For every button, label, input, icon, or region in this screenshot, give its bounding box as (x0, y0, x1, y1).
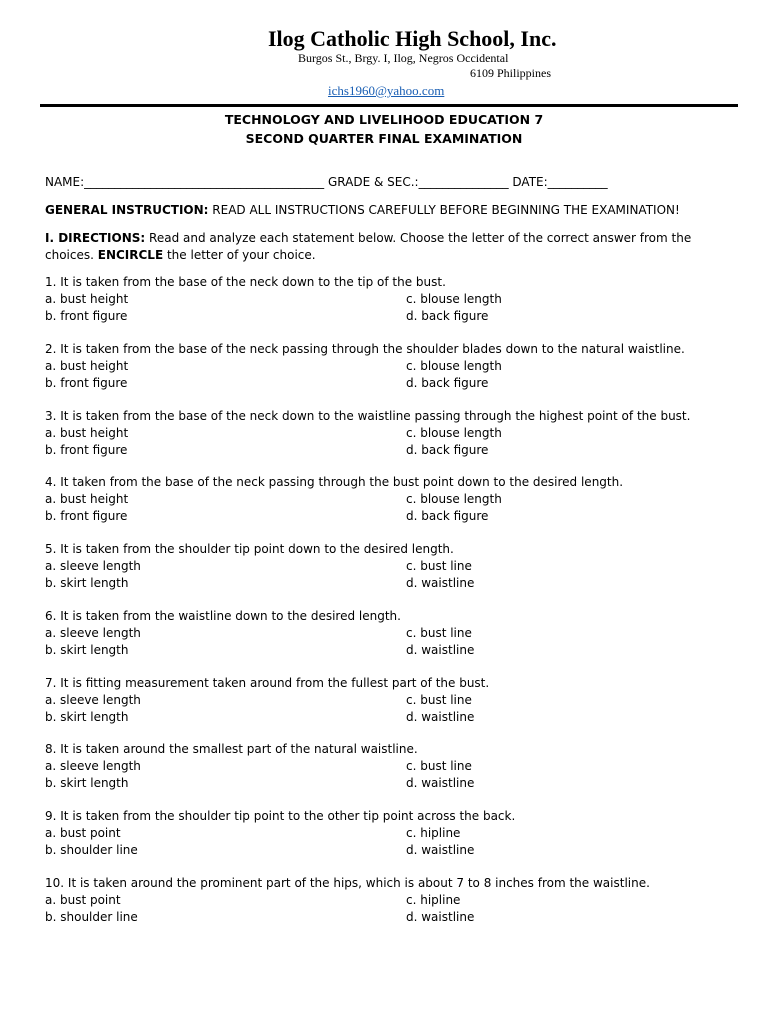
choice-a[interactable]: a. sleeve length (45, 693, 141, 707)
directions (45, 230, 725, 264)
choice-b[interactable]: b. skirt length (45, 710, 129, 724)
header-divider (40, 104, 738, 107)
choice-b[interactable]: b. front figure (45, 309, 128, 323)
choice-a[interactable]: a. bust point (45, 893, 121, 907)
choice-b[interactable]: b. front figure (45, 509, 128, 523)
choice-a[interactable]: a. bust height (45, 292, 129, 306)
question-stem: 6. It is taken from the waistline down to the desired length. (45, 609, 401, 623)
choice-d[interactable]: d. waistline (406, 776, 475, 790)
choice-d[interactable]: d. back figure (406, 309, 489, 323)
choice-d[interactable]: d. back figure (406, 509, 489, 523)
choice-a[interactable]: a. sleeve length (45, 559, 141, 573)
choice-c[interactable]: c. blouse length (406, 292, 502, 306)
question-stem: 5. It is taken from the shoulder tip point down to the desired length. (45, 542, 454, 556)
choice-b[interactable]: b. shoulder line (45, 910, 138, 924)
choice-b[interactable]: b. skirt length (45, 576, 129, 590)
address-line-1: Burgos St., Brgy. I, Ilog, Negros Occidental (298, 51, 509, 65)
question-stem: 7. It is fitting measurement taken around from the fullest part of the bust. (45, 676, 490, 690)
choice-d[interactable]: d. waistline (406, 643, 475, 657)
exam-quarter-title: SECOND QUARTER FINAL EXAMINATION (245, 131, 523, 146)
question-stem: 8. It is taken around the smallest part of the natural waistline. (45, 742, 418, 756)
general-instruction-text: READ ALL INSTRUCTIONS CAREFULLY BEFORE BEGINNING THE EXAMINATION! (208, 203, 680, 217)
choice-d[interactable]: d. waistline (406, 576, 475, 590)
question-stem: 10. It is taken around the prominent part of the hips, which is about 7 to 8 inches from the waistline. (45, 876, 650, 890)
question-stem: 2. It is taken from the base of the neck passing through the shoulder blades down to the natural waistline. (45, 342, 685, 356)
choice-c[interactable]: c. blouse length (406, 426, 502, 440)
directions-emphasis: ENCIRCLE (97, 248, 164, 262)
general-instruction-label: GENERAL INSTRUCTION: (45, 203, 209, 217)
choice-b[interactable]: b. front figure (45, 443, 128, 457)
email-link[interactable]: ichs1960@yahoo.com (328, 83, 445, 98)
choice-c[interactable]: c. bust line (406, 693, 472, 707)
address-line-2: 6109 Philippines (470, 66, 552, 80)
question-stem: 9. It is taken from the shoulder tip point to the other tip point across the back. (45, 809, 516, 823)
choice-c[interactable]: c. bust line (406, 626, 472, 640)
choice-d[interactable]: d. back figure (406, 376, 489, 390)
student-info-line: NAME:________________________________________ GRADE & SEC.:_______________ DATE:__________ (45, 175, 608, 189)
choice-a[interactable]: a. bust height (45, 492, 129, 506)
choice-a[interactable]: a. bust point (45, 826, 121, 840)
school-name: Ilog Catholic High School, Inc. (268, 26, 557, 51)
choice-a[interactable]: a. sleeve length (45, 759, 141, 773)
choice-c[interactable]: c. hipline (406, 826, 461, 840)
directions-label: I. DIRECTIONS: (45, 231, 146, 245)
question-stem: 4. It taken from the base of the neck passing through the bust point down to the desired length. (45, 475, 624, 489)
choice-d[interactable]: d. waistline (406, 910, 475, 924)
choice-d[interactable]: d. waistline (406, 710, 475, 724)
question-stem: 1. It is taken from the base of the neck down to the tip of the bust. (45, 275, 446, 289)
choice-c[interactable]: c. hipline (406, 893, 461, 907)
general-instruction (45, 203, 680, 217)
choice-b[interactable]: b. skirt length (45, 643, 129, 657)
choice-c[interactable]: c. bust line (406, 559, 472, 573)
choice-b[interactable]: b. front figure (45, 376, 128, 390)
choice-d[interactable]: d. waistline (406, 843, 475, 857)
directions-text-1: Read and analyze each statement below. Choose the letter of the correct answer from the choices. (45, 231, 692, 262)
choice-a[interactable]: a. bust height (45, 426, 129, 440)
choice-b[interactable]: b. shoulder line (45, 843, 138, 857)
question-stem: 3. It is taken from the base of the neck down to the waistline passing through the highest point of the bust. (45, 409, 691, 423)
choice-c[interactable]: c. bust line (406, 759, 472, 773)
choice-d[interactable]: d. back figure (406, 443, 489, 457)
directions-text-2: the letter of your choice. (163, 248, 316, 262)
choice-c[interactable]: c. blouse length (406, 359, 502, 373)
exam-subject-title: TECHNOLOGY AND LIVELIHOOD EDUCATION 7 (224, 112, 544, 127)
choice-b[interactable]: b. skirt length (45, 776, 129, 790)
choice-a[interactable]: a. bust height (45, 359, 129, 373)
choice-c[interactable]: c. blouse length (406, 492, 502, 506)
choice-a[interactable]: a. sleeve length (45, 626, 141, 640)
